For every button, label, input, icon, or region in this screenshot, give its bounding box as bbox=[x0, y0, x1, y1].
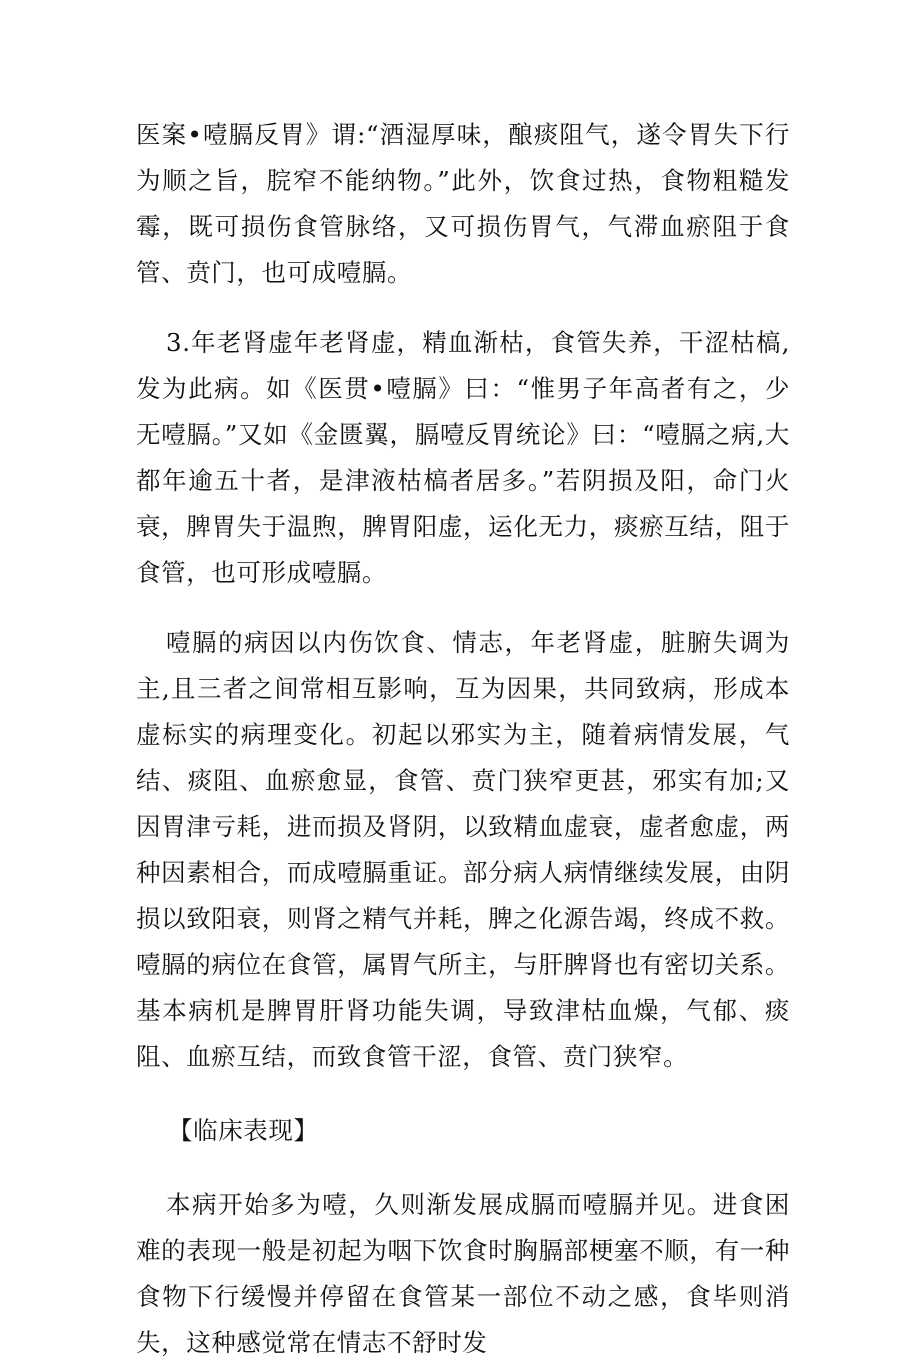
section-heading: 【临床表现】 bbox=[168, 1116, 319, 1145]
paragraph-continued: 医案•噎膈反胃》谓:“酒湿厚味，酿痰阻气，遂令胃失下行为顺之旨，脘窄不能纳物。”此外，饮食过热，食物粗糙发霉，既可损伤食管脉络，又可损伤胃气，气滞血瘀阻于食管、贲门，也可成噎膈。 bbox=[136, 120, 790, 287]
paragraph-elderly-kidney-deficiency: 3.年老肾虚年老肾虚，精血渐枯，食管失养，干涩枯槁,发为此病。如《医贯•噎膈》曰：“惟男子年高者有之，少无噎膈。”又如《金匮翼，膈噎反胃统论》曰：“噎膈之病,大都年逾五十者，是津液枯槁者居多。”若阴损及阳，命门火衰，脾胃失于温煦，脾胃阳虚，运化无力，痰瘀互结，阻于食管，也可形成噎膈。 bbox=[136, 328, 790, 587]
paragraph-etiology-summary: 噎膈的病因以内伤饮食、情志，年老肾虚，脏腑失调为主,且三者之间常相互影响，互为因果，共同致病，形成本虚标实的病理变化。初起以邪实为主，随着病情发展，气结、痰阻、血瘀愈显，食管、贲门狭窄更甚，邪实有加;又因胃津亏耗，进而损及肾阴，以致精血虚衰，虚者愈虚，两种因素相合，而成噎膈重证。部分病人病情继续发展，由阴损以致阳衰，则肾之精气并耗，脾之化源告竭，终成不救。噎膈的病位在食管，属胃气所主，与肝脾肾也有密切关系。基本病机是脾胃肝肾功能失调，导致津枯血燥，气郁、痰阻、血瘀互结，而致食管干涩，食管、贲门狭窄。 bbox=[136, 628, 790, 1071]
paragraph-clinical-manifestation: 本病开始多为噎，久则渐发展成膈而噎膈并见。进食困难的表现一般是初起为咽下饮食时胸膈部梗塞不顺，有一种食物下行缓慢并停留在食管某一部位不动之感，食毕则消失，这种感觉常在情志不舒时发 bbox=[136, 1190, 790, 1357]
